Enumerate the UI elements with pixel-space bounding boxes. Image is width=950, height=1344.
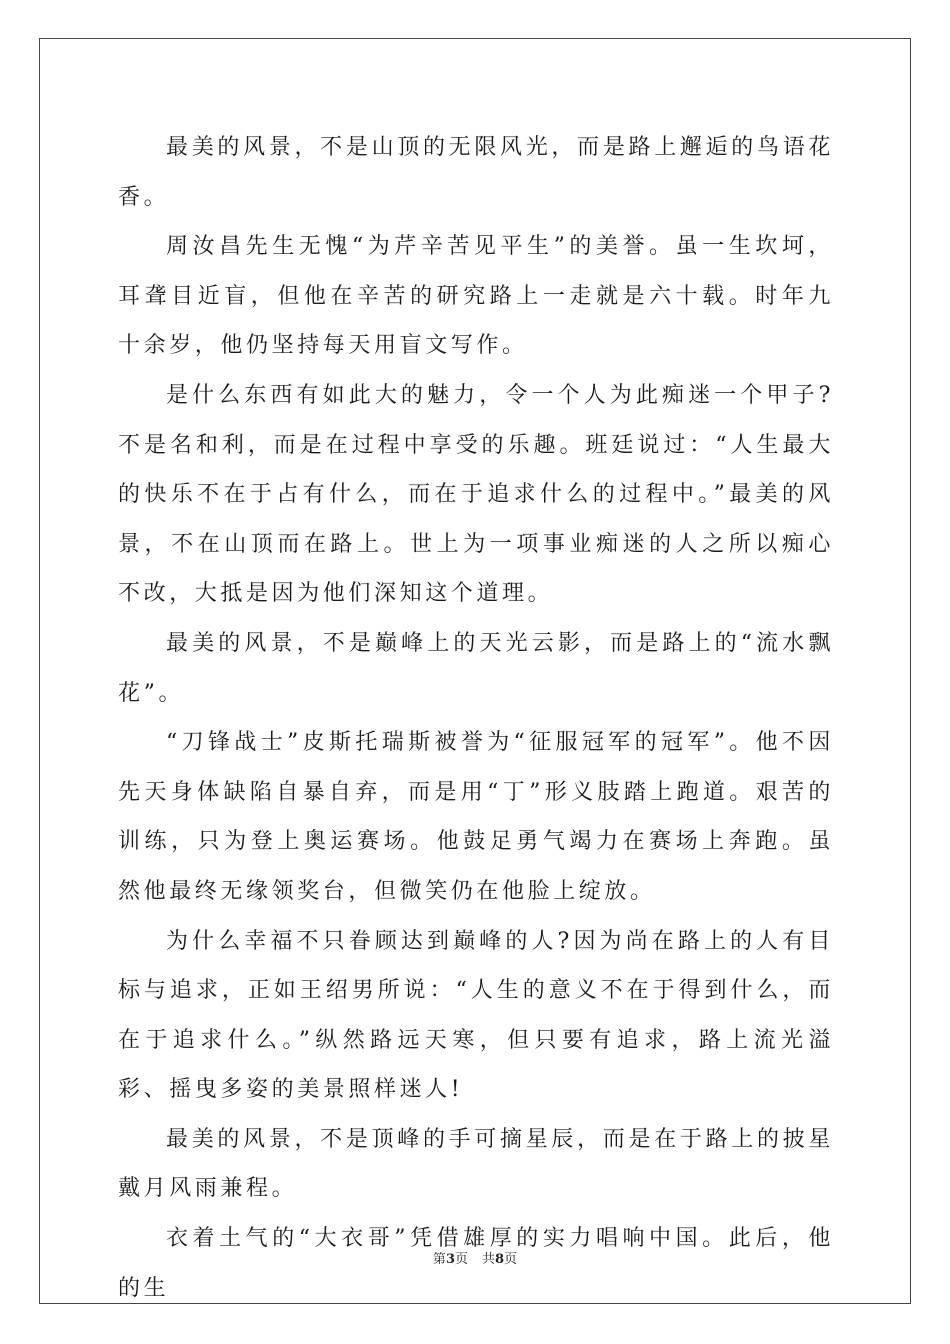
total-prefix: 共 — [482, 1252, 496, 1267]
page-footer — [0, 1248, 950, 1267]
paragraph-8: 衣着土气的“大衣哥”凭借雄厚的实力唱响中国。此后，他的生 — [118, 1226, 834, 1301]
document-body — [118, 123, 834, 1313]
paragraph-4: 最美的风景，不是巅峰上的天光云影，而是路上的“流水飘花”。 — [118, 630, 834, 706]
page-suffix: 页 — [454, 1252, 468, 1267]
page-number: 3 — [445, 1252, 455, 1267]
total-pages: 8 — [495, 1252, 505, 1267]
total-suffix: 页 — [504, 1252, 518, 1267]
paragraph-3: 是什么东西有如此大的魅力，令一个人为此痴迷一个甲子?不是名和利，而是在过程中享受的乐趣。班廷说过：“人生最大的快乐不在于占有什么，而在于追求什么的过程中。”最美的风景，不在山顶而在路上。世上为一项事业痴迷的人之所以痴心不改，大抵是因为他们深知这个道理。 — [118, 382, 834, 607]
paragraph-2: 周汝昌先生无愧“为芹辛苦见平生”的美誉。虽一生坎坷，耳聋目近盲，但他在辛苦的研究路上一走就是六十载。时年九十余岁，他仍坚持每天用盲文写作。 — [118, 234, 834, 359]
paragraph-7: 最美的风景，不是顶峰的手可摘星辰，而是在于路上的披星戴月风雨兼程。 — [118, 1126, 834, 1202]
page-prefix: 第 — [432, 1252, 446, 1267]
paragraph-6: 为什么幸福不只眷顾达到巅峰的人?因为尚在路上的人有目标与追求，正如王绍男所说：“人生的意义不在于得到什么，而在于追求什么。”纵然路远天寒，但只要有追求，路上流光溢彩、摇曳多姿的美景照样迷人! — [118, 928, 834, 1103]
paragraph-5: “刀锋战士”皮斯托瑞斯被誉为“征服冠军的冠军”。他不因先天身体缺陷自暴自弃，而是用“丁”形义肢踏上跑道。艰苦的训练，只为登上奥运赛场。他鼓足勇气竭力在赛场上奔跑。虽然他最终无缘领奖台，但微笑仍在他脸上绽放。 — [118, 730, 834, 904]
paragraph-1: 最美的风景，不是山顶的无限风光，而是路上邂逅的鸟语花香。 — [118, 135, 834, 210]
